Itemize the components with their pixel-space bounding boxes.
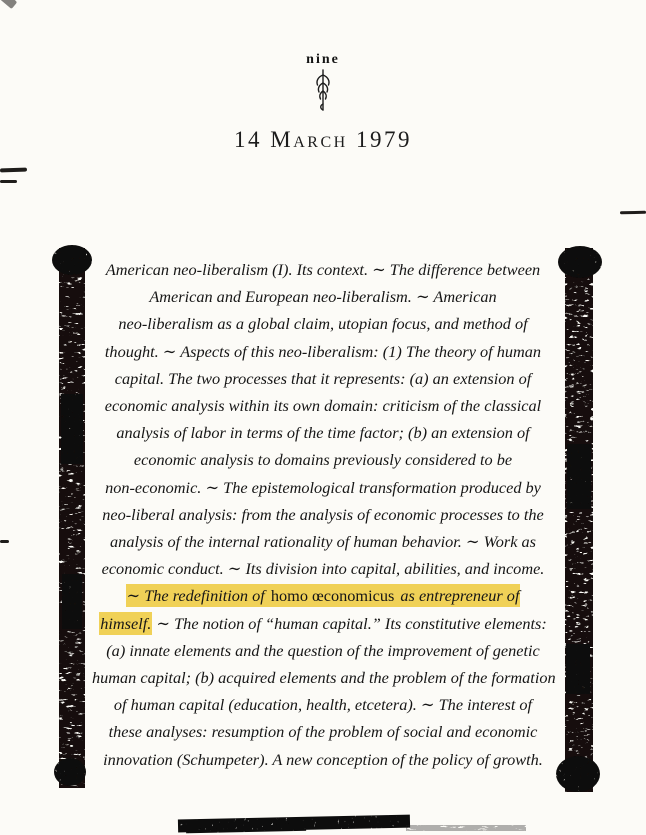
summary-text: ∼ The notion of “human capital.” Its constitutive elements: <box>152 613 547 633</box>
summary-text: analysis of labor in terms of the time factor; (b) an extension of <box>116 423 530 443</box>
summary-line <box>92 256 554 283</box>
summary-line <box>92 419 554 446</box>
summary-text: of human capital (education, health, etcetera). ∼ The interest of <box>113 695 533 715</box>
scan-artifact <box>0 180 17 183</box>
scan-artifact <box>0 0 17 9</box>
summary-line <box>92 365 554 392</box>
summary-text: neo-liberalism as a global claim, utopian focus, and method of <box>118 314 528 334</box>
summary-text: innovation (Schumpeter). A new conception of the policy of growth. <box>103 749 543 769</box>
summary-text: economic conduct. ∼ Its division into capital, abilities, and income. <box>101 559 545 579</box>
scan-border-left <box>50 244 96 794</box>
summary-text: non-economic. ∼ The epistemological transformation produced by <box>105 477 541 497</box>
chapter-number-word: nine <box>306 52 340 67</box>
summary-line <box>92 718 554 745</box>
chapter-ornament <box>0 52 646 113</box>
highlighted-phrase: ∼ The redefinition of <box>126 586 269 606</box>
summary-text: American and European neo-liberalism. ∼ American <box>149 287 497 307</box>
summary-line <box>92 582 554 609</box>
summary-line <box>92 446 554 473</box>
summary-line <box>92 310 554 337</box>
summary-line <box>92 691 554 718</box>
summary-text: capital. The two processes that it represents: (a) an extension of <box>114 368 532 388</box>
summary-line <box>92 474 554 501</box>
summary-line <box>92 338 554 365</box>
summary-line <box>92 555 554 582</box>
summary-line <box>92 392 554 419</box>
scan-artifact <box>620 211 646 214</box>
summary-line <box>92 501 554 528</box>
summary-text: American neo-liberalism (I). Its context. ∼ The difference between <box>105 260 541 279</box>
summary-line <box>92 746 554 773</box>
summary-text: thought. ∼ Aspects of this neo-liberalism: (1) The theory of human <box>104 341 542 361</box>
scan-artifact <box>0 168 27 173</box>
lecture-summary <box>92 256 554 773</box>
summary-line <box>92 637 554 664</box>
chapter-flourish-icon <box>313 69 333 113</box>
summary-text: analysis of the internal rationality of human behavior. ∼ Work as <box>110 532 536 552</box>
highlighted-phrase: as entrepreneur of <box>396 586 520 606</box>
highlighted-phrase: himself. <box>100 613 152 633</box>
summary-line <box>92 528 554 555</box>
scan-artifact-bottom <box>176 810 416 835</box>
highlighted-phrase: homo œconomicus <box>270 586 395 606</box>
lecture-date-title: 14 March 1979 <box>234 127 412 152</box>
summary-text: neo-liberal analysis: from the analysis of economic processes to the <box>102 504 544 524</box>
scan-border-right <box>554 244 606 800</box>
scan-artifact-bottom-faint <box>406 824 526 832</box>
summary-line <box>92 664 554 691</box>
summary-text: (a) innate elements and the question of the improvement of genetic <box>106 640 540 660</box>
summary-line <box>92 610 554 637</box>
summary-text: human capital; (b) acquired elements and the problem of the formation <box>92 668 556 688</box>
summary-text: economic analysis within its own domain: criticism of the classical <box>104 396 542 416</box>
scan-artifact <box>0 540 9 543</box>
summary-text: economic analysis to domains previously considered to be <box>133 450 513 470</box>
summary-line <box>92 283 554 310</box>
summary-text: these analyses: resumption of the problem of social and economic <box>108 722 538 742</box>
